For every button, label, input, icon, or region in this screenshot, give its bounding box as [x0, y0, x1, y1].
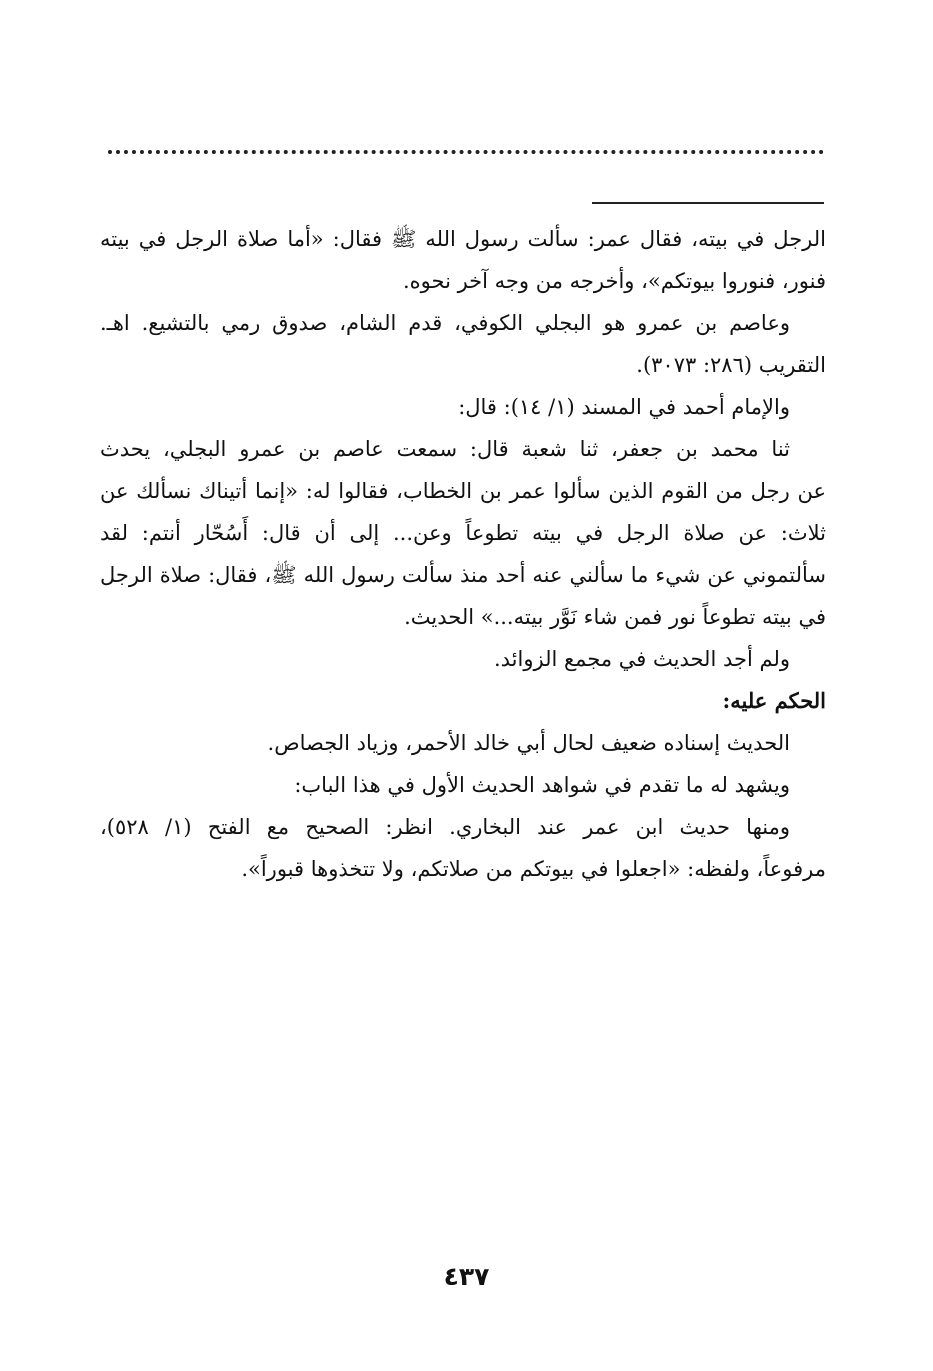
text-line-6: ثنا محمد بن جعفر، ثنا شعبة قال: سمعت عاصم بن عمرو البجلي، يحدث	[100, 437, 790, 461]
text-line-8: ثلاث: عن صلاة الرجل في بيته تطوعاً وعن... إلى أن قال: أَسُحّار أنتم: لقد	[100, 521, 826, 545]
section-heading: الحكم عليه:	[722, 688, 826, 713]
text-line-1: الرجل في بيته، فقال عمر: سألت رسول الله ﷺ فقال: «أما صلاة الرجل في بيته	[100, 227, 826, 251]
text-line-14: ويشهد له ما تقدم في شواهد الحديث الأول في هذا الباب:	[294, 773, 790, 797]
text-line-7: عن رجل من القوم الذين سألوا عمر بن الخطاب، فقالوا له: «إنما أتيناك نسألك عن	[100, 479, 826, 503]
page-number: ٤٣٧	[443, 1262, 490, 1291]
dotted-separator	[108, 150, 824, 154]
text-line-9: سألتموني عن شيء ما سألني عنه أحد منذ سألت رسول الله ﷺ، فقال: صلاة الرجل	[100, 563, 826, 587]
text-line-4: التقريب (٢٨٦: ٣٠٧٣).	[636, 353, 826, 377]
text-line-16: مرفوعاً، ولفظه: «اجعلوا في بيوتكم من صلاتكم، ولا تتخذوها قبوراً».	[241, 857, 826, 881]
text-line-10: في بيته تطوعاً نور فمن شاء نَوَّر بيته...» الحديث.	[404, 605, 826, 629]
text-line-2: فنور، فنوروا بيوتكم»، وأخرجه من وجه آخر نحوه.	[402, 269, 826, 293]
footnote-rule	[592, 202, 824, 204]
page-text	[100, 218, 826, 890]
text-line-11: ولم أجد الحديث في مجمع الزوائد.	[493, 647, 790, 671]
text-line-15: ومنها حديث ابن عمر عند البخاري. انظر: الصحيح مع الفتح (١/ ٥٢٨)،	[100, 815, 790, 839]
text-line-13: الحديث إسناده ضعيف لحال أبي خالد الأحمر، وزياد الجصاص.	[267, 731, 790, 755]
text-line-5: والإمام أحمد في المسند (١/ ١٤): قال:	[458, 395, 790, 419]
text-line-3: وعاصم بن عمرو هو البجلي الكوفي، قدم الشام، صدوق رمي بالتشيع. اهـ.	[100, 311, 790, 335]
